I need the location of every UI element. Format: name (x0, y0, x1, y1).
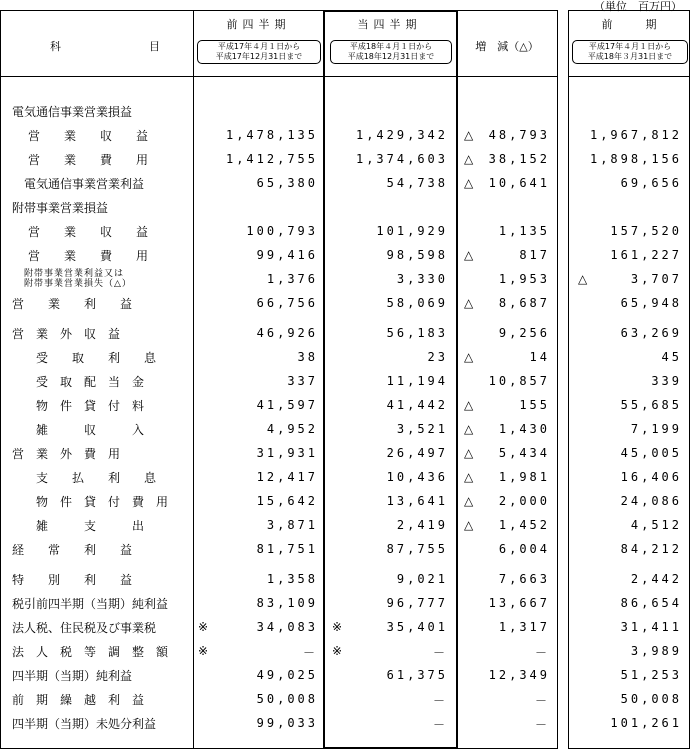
curr-quarter-value: 9,021 (396, 572, 448, 586)
row-label: 営 業 費 用 (28, 153, 149, 167)
prev-year-value: 45,005 (620, 446, 682, 460)
change-value: 12,349 (488, 668, 550, 682)
row-label: 経 常 利 益 (12, 543, 133, 557)
prev-year-value: 69,656 (620, 176, 682, 190)
prev-year-value: 3,707 (630, 272, 682, 286)
change-value: 5,434 (498, 446, 550, 460)
change-value: 1,430 (498, 422, 550, 436)
prev-year-value: 65,948 (620, 296, 682, 310)
table-row (0, 100, 690, 123)
curr-quarter-value: 61,375 (386, 668, 448, 682)
prev-year-value: 86,654 (620, 596, 682, 610)
row-label: 物 件 貸 付 費 用 (36, 495, 169, 509)
curr-quarter-period: 平成18年４月１日から 平成18年12月31日まで (330, 40, 452, 64)
curr-quarter-value: 3,330 (396, 272, 448, 286)
negative-mark: △ (464, 350, 474, 364)
row-label: 税引前四半期（当期）純利益 (12, 597, 169, 611)
change-value: － (534, 694, 550, 708)
row-label: 営 業 収 益 (28, 129, 149, 143)
table-row (0, 490, 690, 513)
prev-year-value: 51,253 (620, 668, 682, 682)
curr-quarter-value: 2,419 (396, 518, 448, 532)
note-mark: ※ (198, 620, 209, 634)
prev-year-value: 24,086 (620, 494, 682, 508)
prev-quarter-value: 1,478,135 (225, 128, 318, 142)
table-row (0, 244, 690, 267)
prev-quarter-value: 1,358 (266, 572, 318, 586)
prev-year-value: 157,520 (610, 224, 682, 238)
change-value: 38,152 (488, 152, 550, 166)
header-change: 増 減（△） (475, 40, 539, 53)
prev-year-value: 2,442 (630, 572, 682, 586)
prev-quarter-value: 65,380 (256, 176, 318, 190)
table-row (0, 538, 690, 561)
table-row (0, 268, 690, 291)
change-value: 155 (519, 398, 550, 412)
row-label: 雑 支 出 (36, 519, 145, 533)
table-row (0, 664, 690, 687)
curr-quarter-value: 87,755 (386, 542, 448, 556)
change-value: 8,687 (498, 296, 550, 310)
prev-quarter-value: 3,871 (266, 518, 318, 532)
negative-mark: △ (464, 518, 474, 532)
row-label: 営 業 利 益 (12, 297, 133, 311)
note-mark: ※ (332, 644, 343, 658)
negative-mark: △ (464, 152, 474, 166)
prev-year-value: 339 (651, 374, 682, 388)
header-curr-quarter: 当四半期 (357, 18, 422, 31)
table-row (0, 442, 690, 465)
curr-quarter-value: 98,598 (386, 248, 448, 262)
curr-quarter-value: 1,429,342 (355, 128, 448, 142)
prev-quarter-period: 平成17年４月１日から 平成17年12月31日まで (197, 40, 321, 64)
change-value: 1,981 (498, 470, 550, 484)
change-value: － (534, 646, 550, 660)
negative-mark: △ (464, 446, 474, 460)
prev-year-value: 45 (661, 350, 682, 364)
negative-mark: △ (464, 470, 474, 484)
prev-year-value: 63,269 (620, 326, 682, 340)
prev-quarter-value: 46,926 (256, 326, 318, 340)
prev-year-value: 101,261 (610, 716, 682, 730)
curr-quarter-value: 41,442 (386, 398, 448, 412)
prev-quarter-value: 81,751 (256, 542, 318, 556)
prev-year-value: 7,199 (630, 422, 682, 436)
header-prev-quarter: 前四半期 (226, 18, 291, 31)
prev-quarter-value: 15,642 (256, 494, 318, 508)
row-label: 営 業 外 収 益 (12, 327, 121, 341)
change-value: 10,857 (488, 374, 550, 388)
prev-quarter-value: 66,756 (256, 296, 318, 310)
prev-quarter-value: 99,033 (256, 716, 318, 730)
curr-quarter-value: 11,194 (386, 374, 448, 388)
row-label: 附帯事業営業利益又は 附帯事業営業損失（△） (24, 269, 132, 289)
row-label: 四半期（当期）未処分利益 (12, 717, 157, 731)
curr-quarter-value: 3,521 (396, 422, 448, 436)
prev-quarter-value: 1,376 (266, 272, 318, 286)
negative-mark: △ (464, 494, 474, 508)
row-label: 受 取 利 息 (36, 351, 157, 365)
prev-year-value: 16,406 (620, 470, 682, 484)
negative-mark: △ (464, 248, 474, 262)
prev-quarter-value: 99,416 (256, 248, 318, 262)
prev-year-value: 50,008 (620, 692, 682, 706)
curr-quarter-value: － (432, 718, 448, 732)
header-prev-year: 前 期 (601, 18, 657, 31)
prev-quarter-value: 49,025 (256, 668, 318, 682)
change-value: 1,135 (498, 224, 550, 238)
change-value: 817 (519, 248, 550, 262)
change-value: 10,641 (488, 176, 550, 190)
prev-year-value: 4,512 (630, 518, 682, 532)
change-value: － (534, 718, 550, 732)
note-mark: ※ (198, 644, 209, 658)
prev-quarter-value: 34,083 (256, 620, 318, 634)
curr-quarter-value: 26,497 (386, 446, 448, 460)
row-label: 雑 収 入 (36, 423, 145, 437)
table-row (0, 292, 690, 315)
change-value: 1,452 (498, 518, 550, 532)
prev-year-value: 161,227 (610, 248, 682, 262)
negative-mark: △ (464, 296, 474, 310)
change-value: 1,953 (498, 272, 550, 286)
prev-quarter-value: 12,417 (256, 470, 318, 484)
change-value: 14 (529, 350, 550, 364)
table-row (0, 148, 690, 171)
prev-year-period: 平成17年４月１日から 平成18年３月31日まで (572, 40, 688, 64)
prev-year-value: 3,989 (630, 644, 682, 658)
table-row (0, 418, 690, 441)
row-label: 法 人 税 等 調 整 額 (12, 645, 169, 659)
curr-quarter-value: 58,069 (386, 296, 448, 310)
prev-year-value: 55,685 (620, 398, 682, 412)
row-label: 四半期（当期）純利益 (12, 669, 133, 683)
table-row (0, 568, 690, 591)
row-label: 営 業 収 益 (28, 225, 149, 239)
prev-quarter-value: 4,952 (266, 422, 318, 436)
curr-quarter-value: 23 (427, 350, 448, 364)
prev-quarter-value: 41,597 (256, 398, 318, 412)
prev-year-value: 1,898,156 (589, 152, 682, 166)
table-row (0, 466, 690, 489)
change-value: 48,793 (488, 128, 550, 142)
row-label: 附帯事業営業損益 (12, 201, 109, 215)
table-row (0, 196, 690, 219)
table-row (0, 220, 690, 243)
change-value: 9,256 (498, 326, 550, 340)
curr-quarter-value: 13,641 (386, 494, 448, 508)
header-item: 科 目 (50, 40, 160, 53)
negative-mark: △ (464, 128, 474, 142)
curr-quarter-value: － (432, 646, 448, 660)
table-row (0, 322, 690, 345)
prev-quarter-value: 38 (297, 350, 318, 364)
curr-quarter-value: 35,401 (386, 620, 448, 634)
negative-mark: △ (578, 272, 588, 286)
curr-quarter-value: － (432, 694, 448, 708)
change-value: 6,004 (498, 542, 550, 556)
change-value: 2,000 (498, 494, 550, 508)
prev-quarter-value: 83,109 (256, 596, 318, 610)
curr-quarter-value: 10,436 (386, 470, 448, 484)
row-label: 特 別 利 益 (12, 573, 133, 587)
table-row (0, 688, 690, 711)
note-mark: ※ (332, 620, 343, 634)
curr-quarter-value: 101,929 (376, 224, 448, 238)
row-label: 営 業 費 用 (28, 249, 149, 263)
table-row (0, 346, 690, 369)
prev-year-value: 1,967,812 (589, 128, 682, 142)
table-row (0, 712, 690, 735)
row-label: 物 件 貸 付 料 (36, 399, 145, 413)
row-label: 前 期 繰 越 利 益 (12, 693, 145, 707)
prev-quarter-value: 100,793 (246, 224, 318, 238)
row-label: 法人税、住民税及び事業税 (12, 621, 157, 635)
curr-quarter-value: 54,738 (386, 176, 448, 190)
change-value: 1,317 (498, 620, 550, 634)
table-row (0, 172, 690, 195)
table-row (0, 124, 690, 147)
curr-quarter-value: 56,183 (386, 326, 448, 340)
row-label: 電気通信事業営業損益 (12, 105, 133, 119)
prev-quarter-value: － (302, 646, 318, 660)
change-value: 13,667 (488, 596, 550, 610)
prev-quarter-value: 1,412,755 (225, 152, 318, 166)
negative-mark: △ (464, 398, 474, 412)
table-row (0, 592, 690, 615)
prev-quarter-value: 337 (287, 374, 318, 388)
table-row (0, 514, 690, 537)
negative-mark: △ (464, 422, 474, 436)
prev-year-value: 31,411 (620, 620, 682, 634)
prev-quarter-value: 31,931 (256, 446, 318, 460)
row-label: 支 払 利 息 (36, 471, 157, 485)
curr-quarter-value: 1,374,603 (355, 152, 448, 166)
table-row (0, 640, 690, 663)
row-label: 受 取 配 当 金 (36, 375, 145, 389)
prev-quarter-value: 50,008 (256, 692, 318, 706)
negative-mark: △ (464, 176, 474, 190)
table-row (0, 370, 690, 393)
prev-year-value: 84,212 (620, 542, 682, 556)
row-label: 電気通信事業営業利益 (24, 177, 145, 191)
curr-quarter-value: 96,777 (386, 596, 448, 610)
row-label: 営 業 外 費 用 (12, 447, 121, 461)
table-row (0, 616, 690, 639)
unit-label: （単位 百万円） (594, 0, 682, 13)
change-value: 7,663 (498, 572, 550, 586)
table-row (0, 394, 690, 417)
